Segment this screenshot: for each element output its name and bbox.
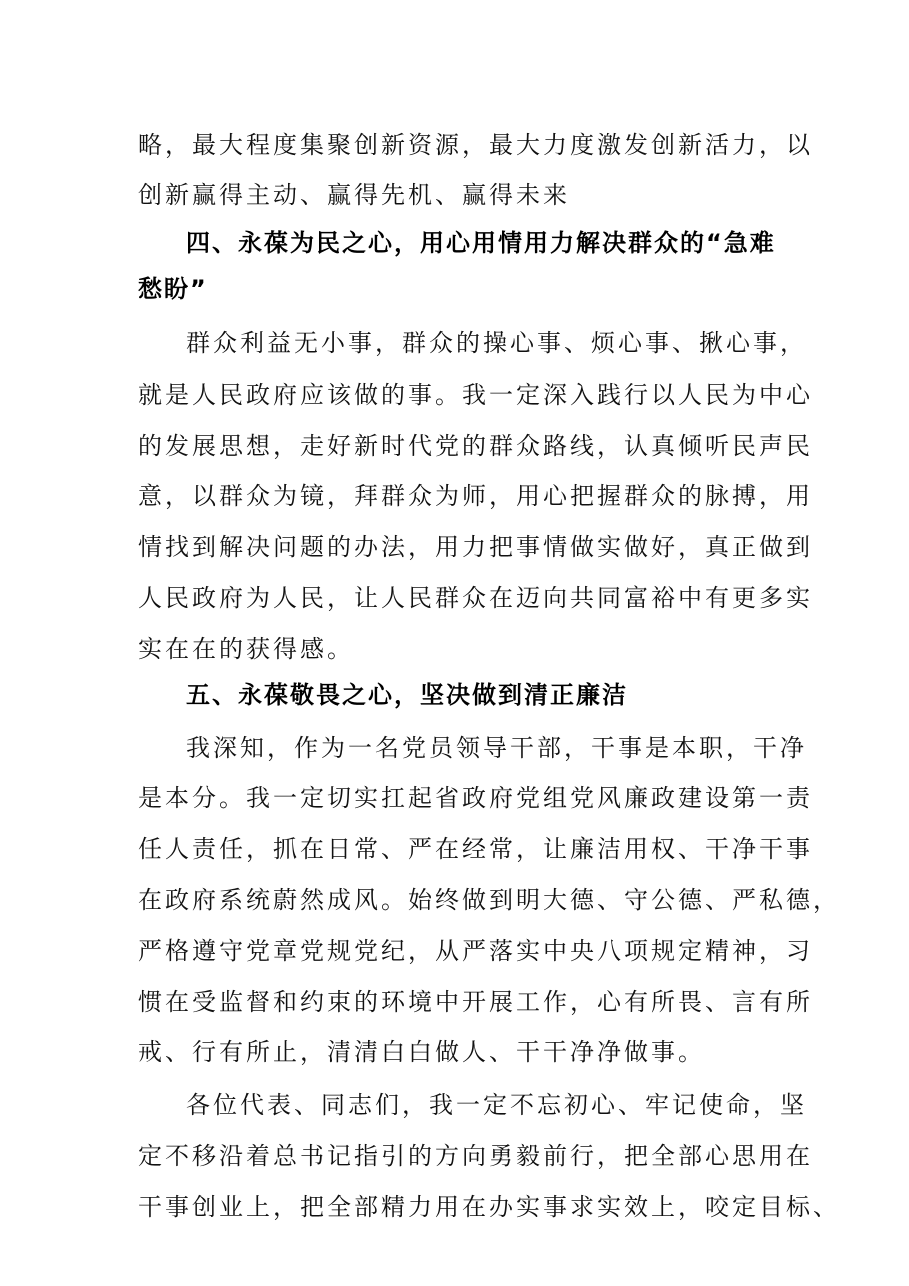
section-heading-4: 四、永葆为民之心，用心用情用力解决群众的“急难 bbox=[186, 229, 776, 257]
text-line: 实在在的获得感。 bbox=[138, 635, 354, 663]
text-line: 情找到解决问题的办法，用力把事情做实做好，真正做到 bbox=[138, 533, 813, 561]
section-heading-5: 五、永葆敬畏之心，坚决做到清正廉洁 bbox=[186, 681, 628, 709]
paragraph-start: 各位代表、同志们，我一定不忘初心、牢记使命，坚 bbox=[186, 1091, 807, 1119]
section-heading-4-cont: 愁盼” bbox=[138, 275, 208, 303]
text-line: 意，以群众为镜，拜群众为师，用心把握群众的脉搏，用 bbox=[138, 482, 813, 510]
text-line: 就是人民政府应该做的事。我一定深入践行以人民为中心 bbox=[138, 381, 813, 409]
text-line: 的发展思想，走好新时代党的群众路线，认真倾听民声民 bbox=[138, 432, 813, 460]
paragraph-start: 我深知，作为一名党员领导干部，干事是本职，干净 bbox=[186, 734, 807, 762]
text-line: 戒、行有所止，清清白白做人、干干净净做事。 bbox=[138, 1038, 705, 1066]
text-line: 在政府系统蔚然成风。始终做到明大德、守公德、严私德， bbox=[138, 886, 840, 914]
text-line: 是本分。我一定切实扛起省政府党组党风廉政建设第一责 bbox=[138, 784, 813, 812]
text-line: 人民政府为人民，让人民群众在迈向共同富裕中有更多实 bbox=[138, 584, 813, 612]
text-line: 严格遵守党章党规党纪，从严落实中央八项规定精神，习 bbox=[138, 937, 813, 965]
text-line: 惯在受监督和约束的环境中开展工作，心有所畏、言有所 bbox=[138, 988, 813, 1016]
text-line: 定不移沿着总书记指引的方向勇毅前行，把全部心思用在 bbox=[138, 1142, 813, 1170]
text-line: 创新赢得主动、赢得先机、赢得未来 bbox=[138, 181, 570, 209]
text-line: 干事创业上，把全部精力用在办实事求实效上，咬定目标、 bbox=[138, 1193, 840, 1221]
text-line: 任人责任，抓在日常、严在经常，让廉洁用权、干净干事 bbox=[138, 835, 813, 863]
text-line: 略，最大程度集聚创新资源，最大力度激发创新活力，以 bbox=[138, 131, 813, 159]
paragraph-start: 群众利益无小事，群众的操心事、烦心事、揪心事， bbox=[186, 329, 807, 357]
